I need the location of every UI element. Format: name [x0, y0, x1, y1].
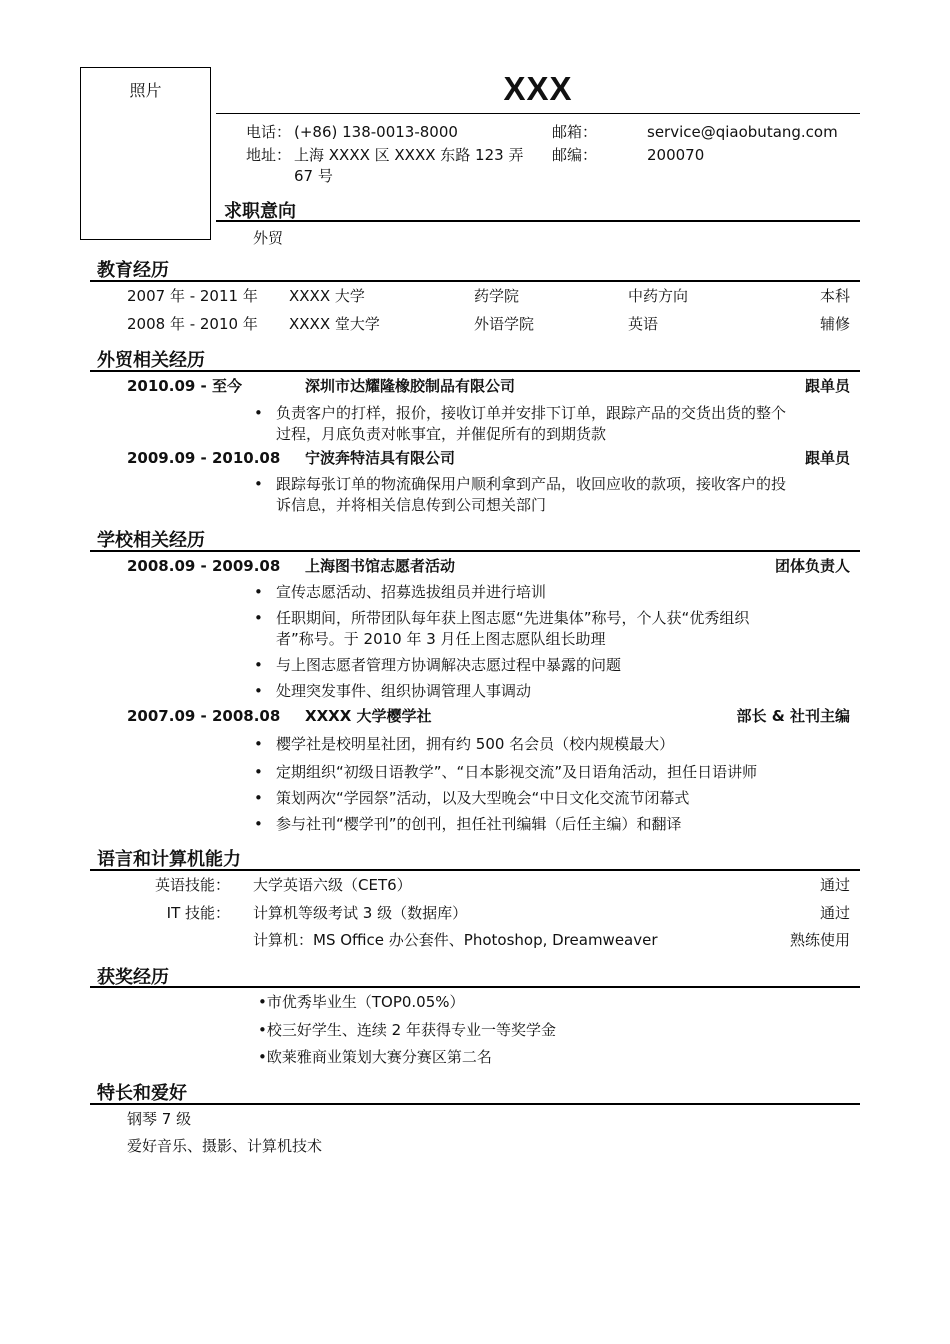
objective-title: 求职意向 — [224, 201, 296, 222]
list-item: • 跟踪每张订单的物流确保用户顺利拿到产品，收回应收的款项，接收客户的投 诉信息，并将相关信息传到公司想关部门 — [276, 474, 856, 516]
skill-level: 通过 — [819, 876, 850, 894]
objective-value: 外贸 — [253, 229, 284, 247]
hobby-item: 钢琴 7 级 — [127, 1110, 192, 1128]
zip-label: 邮编： — [552, 146, 598, 164]
awards-title: 获奖经历 — [97, 967, 169, 988]
bullet-line: 者”称号。于 2010 年 3 月任上图志愿队组长助理 — [276, 630, 606, 648]
skill-level: 熟练使用 — [789, 931, 850, 949]
activity-role: 团体负责人 — [774, 557, 850, 575]
activity-period: 2008.09 - 2009.08 — [127, 557, 281, 575]
award-text: 欧莱雅商业策划大赛分赛区第二名 — [266, 1048, 492, 1066]
objective-rule — [216, 220, 860, 222]
trade-rule — [90, 370, 860, 372]
hobbies-title: 特长和爱好 — [97, 1083, 187, 1104]
bullet-line: 策划两次“学园祭”活动，以及大型晚会“中日文化交流节闭幕式 — [276, 789, 690, 807]
activity-period: 2007.09 - 2008.08 — [127, 707, 281, 725]
list-item: • 与上图志愿者管理方协调解决志愿过程中暴露的问题 — [276, 655, 856, 676]
awards-rule — [90, 986, 860, 988]
skill-desc: 计算机等级考试 3 级（数据库） — [253, 904, 468, 922]
skill-level: 通过 — [819, 904, 850, 922]
list-item: • 负责客户的打样，报价，接收订单并安排下订单，跟踪产品的交货出货的整个 过程，月底负责对帐事宜，并催促所有的到期货款 — [276, 403, 856, 445]
list-item: • 处理突发事件、组织协调管理人事调动 — [276, 681, 856, 702]
edu-degree: 辅修 — [819, 315, 850, 333]
hobbies-rule — [90, 1103, 860, 1105]
hobby-item: 爱好音乐、摄影、计算机技术 — [127, 1137, 323, 1155]
email-value: service@qiaobutang.com — [647, 123, 838, 141]
edu-college: 外语学院 — [474, 315, 535, 333]
school-rule — [90, 550, 860, 552]
zip-value: 200070 — [647, 146, 705, 164]
award-text: 校三好学生、连续 2 年获得专业一等奖学金 — [266, 1021, 556, 1039]
skill-desc: 大学英语六级（CET6） — [253, 876, 412, 894]
activity-org: XXXX 大学樱学社 — [305, 707, 432, 725]
bullet-line: 与上图志愿者管理方协调解决志愿过程中暴露的问题 — [276, 656, 622, 674]
school-title: 学校相关经历 — [97, 530, 205, 551]
skills-title: 语言和计算机能力 — [97, 849, 241, 870]
bullet-line: 宣传志愿活动、招募选拔组员并进行培训 — [276, 583, 547, 601]
bullet-line: 处理突发事件、组织协调管理人事调动 — [276, 682, 532, 700]
address-line-1: 上海 XXXX 区 XXXX 东路 123 弄 — [294, 146, 524, 164]
address-line-2: 67 号 — [294, 167, 333, 185]
job-company: 深圳市达耀隆橡胶制品有限公司 — [305, 377, 516, 395]
activity-org: 上海图书馆志愿者活动 — [305, 557, 456, 575]
award-item — [258, 1019, 556, 1041]
education-rule — [90, 280, 860, 282]
edu-school: XXXX 堂大学 — [289, 315, 380, 333]
award-item — [258, 991, 465, 1013]
edu-degree: 本科 — [819, 287, 850, 305]
job-company: 宁波奔特洁具有限公司 — [305, 449, 456, 467]
bullet-line: 诉信息，并将相关信息传到公司想关部门 — [276, 496, 547, 514]
edu-period: 2008 年 - 2010 年 — [127, 315, 258, 333]
edu-period: 2007 年 - 2011 年 — [127, 287, 258, 305]
photo-placeholder — [80, 67, 211, 240]
bullet-icon: • — [258, 1048, 267, 1066]
bullet-line: 跟踪每张订单的物流确保用户顺利拿到产品，收回应收的款项，接收客户的投 — [276, 475, 787, 493]
bullet-line: 任职期间，所带团队每年获上图志愿“先进集体”称号，个人获“优秀组织 — [276, 609, 750, 627]
skill-desc: 计算机：MS Office 办公套件、Photoshop, Dreamweaver — [253, 931, 658, 949]
bullet-icon: • — [258, 1021, 267, 1039]
job-role: 跟单员 — [804, 377, 850, 395]
award-item — [258, 1046, 492, 1068]
bullet-line: 樱学社是校明星社团，拥有约 500 名会员（校内规模最大） — [276, 735, 675, 753]
trade-title: 外贸相关经历 — [97, 350, 205, 371]
edu-major: 英语 — [628, 315, 659, 333]
list-item: • 宣传志愿活动、招募选拔组员并进行培训 — [276, 582, 856, 603]
address-label: 地址： — [246, 146, 292, 164]
activity-role: 部长 & 社刊主编 — [736, 707, 850, 725]
award-text: 市优秀毕业生（TOP0.05%） — [266, 993, 465, 1011]
bullet-line: 过程，月底负责对帐事宜，并催促所有的到期货款 — [276, 425, 607, 443]
job-role: 跟单员 — [804, 449, 850, 467]
edu-college: 药学院 — [474, 287, 520, 305]
email-label: 邮箱： — [552, 123, 598, 141]
edu-major: 中药方向 — [628, 287, 689, 305]
job-period: 2010.09 - 至今 — [127, 377, 242, 395]
skills-rule — [90, 869, 860, 871]
education-title: 教育经历 — [97, 260, 169, 281]
bullet-icon: • — [258, 993, 267, 1011]
list-item: • 策划两次“学园祭”活动，以及大型晚会“中日文化交流节闭幕式 — [276, 788, 856, 809]
list-item: • 定期组织“初级日语教学”、“日本影视交流”及日语角活动，担任日语讲师 — [276, 762, 856, 783]
candidate-name: XXX — [503, 70, 573, 107]
phone-label: 电话： — [246, 123, 292, 141]
bullet-line: 定期组织“初级日语教学”、“日本影视交流”及日语角活动，担任日语讲师 — [276, 763, 758, 781]
photo-label: 照片 — [129, 81, 162, 100]
skill-label: 英语技能： — [154, 876, 230, 894]
phone-value: (+86) 138-0013-8000 — [294, 123, 458, 141]
list-item: • 参与社刊“樱学刊”的创刊，担任社刊编辑（后任主编）和翻译 — [276, 814, 856, 835]
edu-school: XXXX 大学 — [289, 287, 365, 305]
name-rule — [216, 113, 860, 114]
skill-label: IT 技能： — [166, 904, 230, 922]
list-item: • 任职期间，所带团队每年获上图志愿“先进集体”称号，个人获“优秀组织 者”称号。于 2010 年 3 月任上图志愿队组长助理 — [276, 608, 856, 650]
list-item: • 樱学社是校明星社团，拥有约 500 名会员（校内规模最大） — [276, 734, 856, 755]
bullet-line: 负责客户的打样，报价，接收订单并安排下订单，跟踪产品的交货出货的整个 — [276, 404, 787, 422]
bullet-line: 参与社刊“樱学刊”的创刊，担任社刊编辑（后任主编）和翻译 — [276, 815, 682, 833]
job-period: 2009.09 - 2010.08 — [127, 449, 281, 467]
